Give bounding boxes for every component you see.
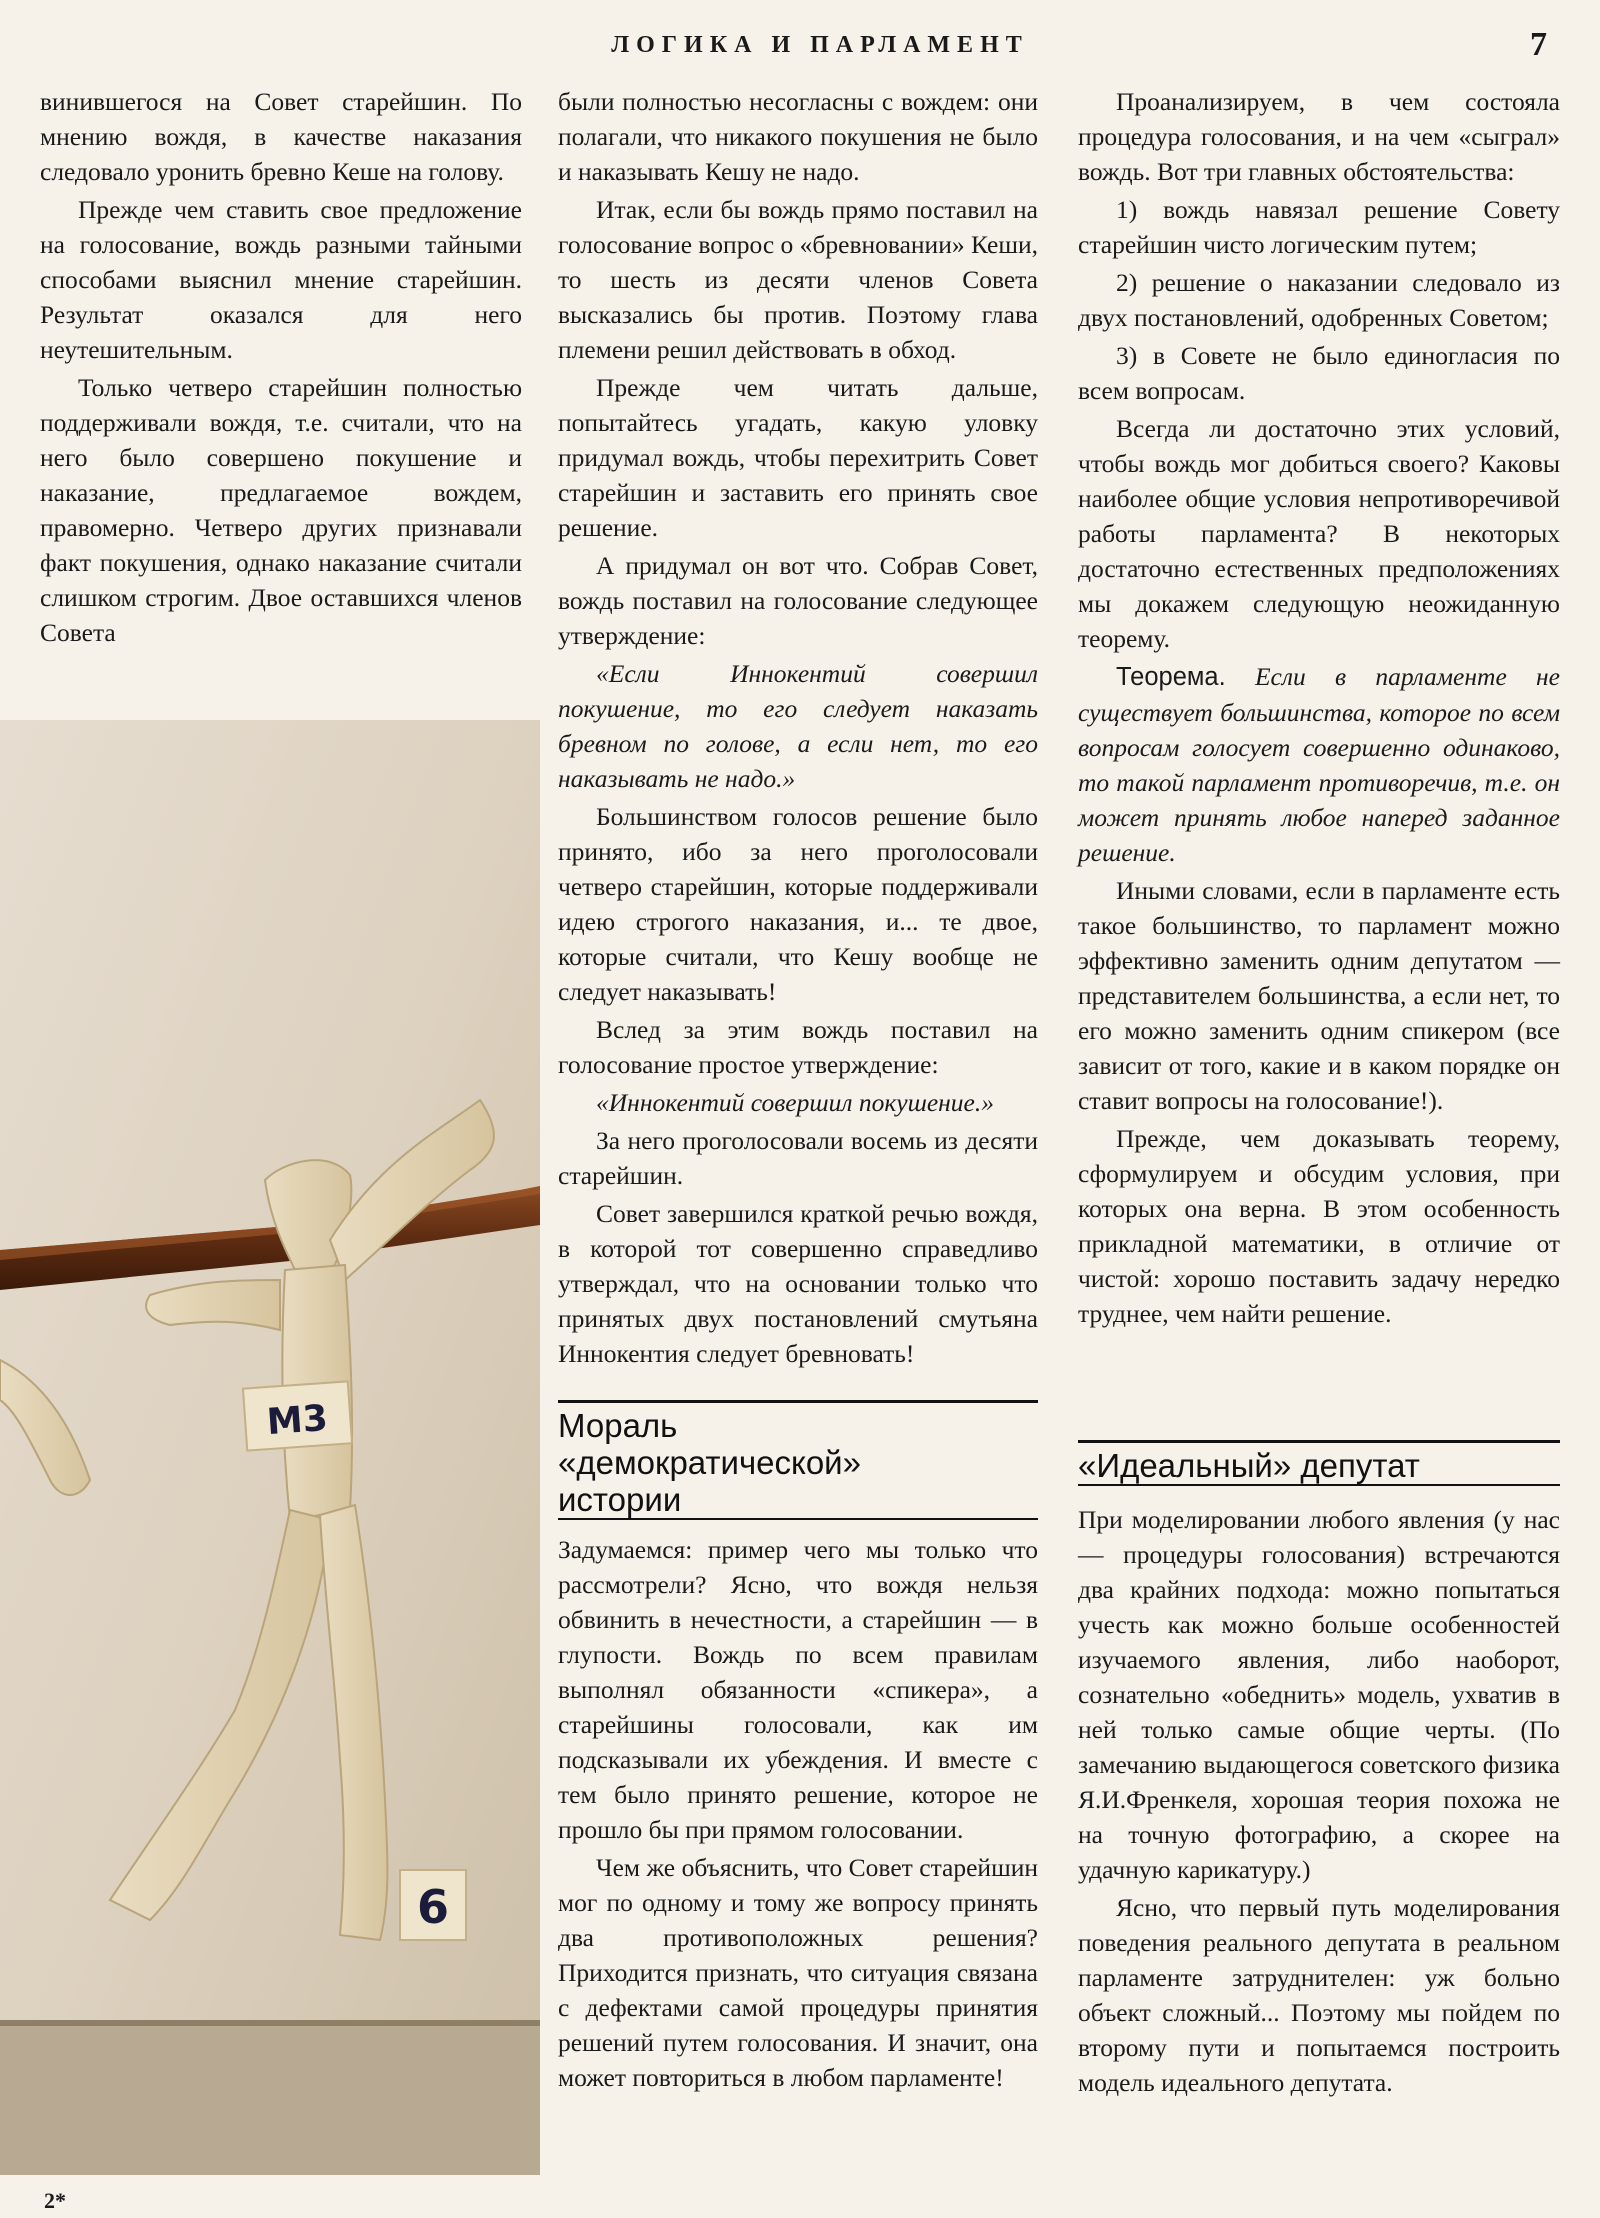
paragraph: были полностью несогласны с вождем: они полагали, что никакого покушения не было и наказывать Кешу не надо.	[558, 87, 1038, 186]
paragraph: Большинством голосов решение было принято, ибо за него проголосовали четверо старейшин, которые поддерживали идею строгого наказания, и... те двое, которые считали, что Кешу вообще не следует наказывать!	[558, 802, 1038, 1006]
list-item: 1) вождь навязал решение Совету старейшин чисто логическим путем;	[1078, 195, 1560, 259]
paragraph: Прежде чем ставить свое предложение на голосование, вождь разными тайными способами выяснил мнение старейшин. Результат оказался для него неутешительным.	[40, 195, 522, 364]
column-3	[1078, 84, 1560, 1334]
paragraph: Прежде чем читать дальше, попытайтесь угадать, какую уловку придумал вождь, чтобы перехитрить Совет старейшин и заставить его принять свое решение.	[558, 373, 1038, 542]
column-2	[558, 84, 1038, 1374]
paragraph: Задумаемся: пример чего мы только что рассмотрели? Ясно, что вождя нельзя обвинить в нечестности, а старейшин — в глупости. Вождь по всем правилам выполнял обязанности «спикера», а старейшины голосовали, как им подсказывали их убеждения. И вместе с тем было принято решение, которое не прошло бы при прямом голосовании.	[558, 1535, 1038, 1844]
paragraph: А придумал он вот что. Собрав Совет, вождь поставил на голосование следующее утверждение:	[558, 551, 1038, 650]
running-header: ЛОГИКА И ПАРЛАМЕНТ	[611, 32, 1029, 58]
paragraph: Чем же объяснить, что Совет старейшин мог по одному и тому же вопросу принять два противоположных решения? Приходится признать, что ситуация связана с дефектами самой процедуры принятия решений путем голосования. И значит, она может повториться в любом парламенте!	[558, 1853, 1038, 2092]
quoted-statement: «Если Иннокентий совершил покушение, то его следует наказать бревном по голове, а если нет, то его наказывать не надо.»	[558, 659, 1038, 793]
column-1	[40, 84, 522, 653]
column-2-section-body	[558, 1532, 1038, 2098]
heading-line: «Идеальный» депутат	[1078, 1447, 1560, 1486]
paragraph: Прежде, чем доказывать теорему, сформулируем и обсудим условия, при которых она верна. В этом особенность прикладной математики, в отличие от чистой: хорошо поставить задачу нередко труднее, чем найти решение.	[1078, 1124, 1560, 1328]
paragraph: Совет завершился краткой речью вождя, в которой тот совершенно справедливо утверждал, что на основании только что принятых двух постановлений смутьяна Иннокентия следует бревновать!	[558, 1199, 1038, 1368]
paragraph: Только четверо старейшин полностью поддерживали вождя, т.е. считали, что на него было совершено покушение и наказание, предлагаемое вождем, правомерно. Четверо других признавали факт покушения, однако наказание считали слишком строгим. Двое оставшихся членов Совета	[40, 373, 522, 647]
theorem-label: Теорема.	[1116, 663, 1226, 691]
paragraph: За него проголосовали восемь из десяти старейшин.	[558, 1126, 1038, 1190]
photo-paper-figure	[0, 720, 540, 2175]
list-item: 3) в Совете не было единогласия по всем вопросам.	[1078, 341, 1560, 405]
paragraph: Итак, если бы вождь прямо поставил на голосование вопрос о «бревновании» Кеши, то шесть из десяти членов Совета высказались бы против. Поэтому глава племени решил действовать в обход.	[558, 195, 1038, 364]
section-heading-ideal	[1078, 1440, 1560, 1486]
paragraph: Иными словами, если в парламенте есть такое большинство, то парламент можно эффективно заменить одним депутатом — представителем большинства, а если нет, то его можно заменить одним спикером (все зависит от того, какие и в каком порядке он ставит вопросы на голосование!).	[1078, 876, 1560, 1115]
page-number: 7	[1530, 26, 1547, 63]
theorem	[1078, 659, 1560, 870]
figure-label-bottom: 6	[416, 1880, 450, 1934]
heading-line: Мораль	[558, 1407, 678, 1444]
heading-line: «демократической»	[558, 1444, 861, 1481]
list-item: 2) решение о наказании следовало из двух постановлений, одобренных Советом;	[1078, 268, 1560, 332]
quoted-statement: «Иннокентий совершил покушение.»	[596, 1088, 994, 1117]
paragraph: Всегда ли достаточно этих условий, чтобы вождь мог добиться своего? Каковы наиболее общие условия непротиворечивой работы парламента? В некоторых достаточно естественных предположениях мы докажем следующую неожиданную теорему.	[1078, 414, 1560, 653]
paragraph: Ясно, что первый путь моделирования поведения реального депутата в реальном парламенте затруднителен: уж больно объект сложный... Поэтому мы пойдем по второму пути и попытаемся построить модель идеального депутата.	[1078, 1893, 1560, 2097]
paragraph: При моделировании любого явления (у нас — процедуры голосования) встречаются два крайних подхода: можно попытаться учесть как можно больше особенностей изучаемого явления, либо наоборот, сознательно «обеднить» модель, ухватив в ней только самые общие черты. (По замечанию выдающегося советского физика Я.И.Френкеля, хорошая теория похожа не на точную фотографию, а скорее на удачную карикатуру.)	[1078, 1505, 1560, 1884]
heading-line: истории	[558, 1481, 1038, 1520]
theorem-text: Если в парламенте не существует большинства, которое по всем вопросам голосует совершенно одинаково, то такой парламент противоречив, т.е. он может принять любое наперед заданное решение.	[1078, 662, 1560, 867]
section-heading-moral	[558, 1400, 1038, 1520]
paragraph: Проанализируем, в чем состояла процедура голосования, и на чем «сыграл» вождь. Вот три главных обстоятельства:	[1078, 87, 1560, 186]
paragraph: винившегося на Совет старейшин. По мнению вождя, в качестве наказания следовало уронить бревно Кеше на голову.	[40, 87, 522, 186]
figure-label-top: М3	[265, 1397, 330, 1444]
paragraph: Вслед за этим вождь поставил на голосование простое утверждение:	[558, 1015, 1038, 1079]
signature-mark: 2*	[44, 2188, 66, 2213]
column-3-section-body	[1078, 1502, 1560, 2103]
